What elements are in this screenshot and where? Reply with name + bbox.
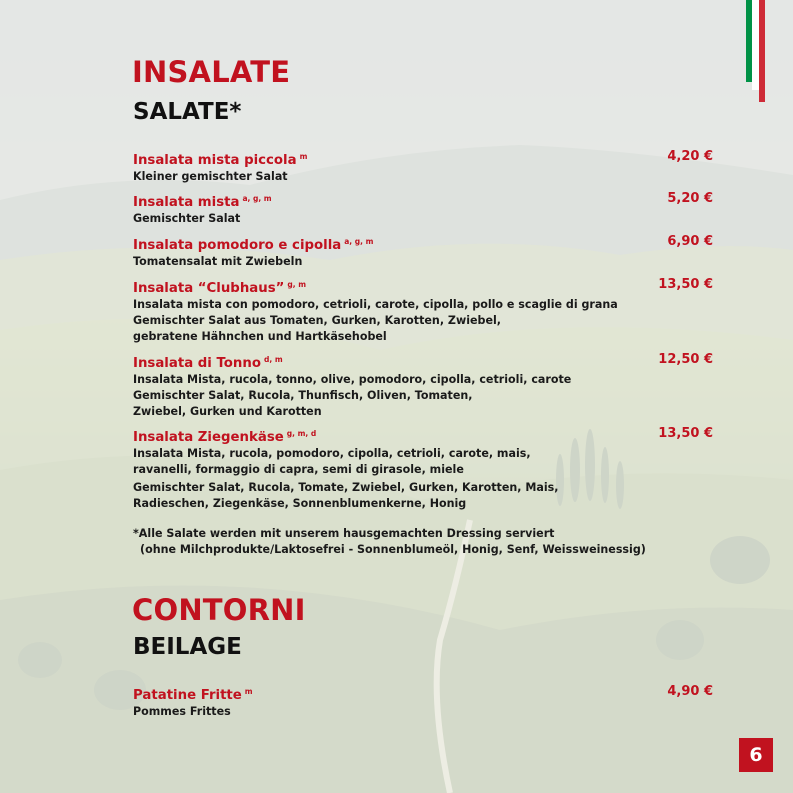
item-description: Insalata Mista, rucola, tonno, olive, pomodoro, cipolla, cetrioli, carote bbox=[133, 373, 572, 386]
item-name: Insalata “Clubhaus” $^{g, m}$ bbox=[133, 280, 307, 296]
section-subtitle-salads: SALATE* bbox=[133, 99, 242, 125]
menu-item bbox=[133, 684, 713, 720]
menu-item bbox=[133, 426, 713, 512]
section-title-sides: CONTORNI bbox=[132, 593, 306, 627]
item-description: Gemischter Salat, Rucola, Thunfisch, Oliven, Tomaten, bbox=[133, 389, 473, 402]
item-description: Kleiner gemischter Salat bbox=[133, 170, 288, 183]
item-name: Insalata di Tonno $^{d, m}$ bbox=[133, 355, 283, 371]
allergen-codes: a, g, m bbox=[344, 237, 374, 246]
item-price: 5,20 € bbox=[667, 191, 713, 206]
menu-item bbox=[133, 352, 713, 420]
allergen-codes: m bbox=[299, 152, 308, 161]
menu-item bbox=[133, 234, 713, 270]
menu-item bbox=[133, 149, 713, 185]
dressing-note bbox=[133, 526, 646, 558]
item-description: Gemischter Salat bbox=[133, 212, 241, 225]
item-description: ravanelli, formaggio di capra, semi di girasole, miele bbox=[133, 463, 464, 476]
item-name: Insalata Ziegenkäse $^{g, m, d}$ bbox=[133, 429, 317, 445]
item-price: 6,90 € bbox=[667, 234, 713, 249]
item-name: Patatine Fritte $^m$ bbox=[133, 687, 253, 703]
menu-item bbox=[133, 277, 713, 345]
allergen-codes: g, m, d bbox=[286, 429, 317, 438]
item-description: gebratene Hähnchen und Hartkäsehobel bbox=[133, 330, 387, 343]
page-number: 6 bbox=[739, 738, 773, 772]
item-name: Insalata pomodoro e cipolla $^{a, g, m}$ bbox=[133, 237, 374, 253]
note-line: *Alle Salate werden mit unserem hausgemachten Dressing serviert bbox=[133, 527, 555, 540]
item-description: Insalata mista con pomodoro, cetrioli, carote, cipolla, pollo e scaglie di grana bbox=[133, 298, 618, 311]
item-description: Pommes Frittes bbox=[133, 705, 231, 718]
item-price: 13,50 € bbox=[658, 277, 713, 292]
allergen-codes: m bbox=[244, 687, 253, 696]
item-price: 12,50 € bbox=[658, 352, 713, 367]
item-price: 4,20 € bbox=[667, 149, 713, 164]
item-price: 4,90 € bbox=[667, 684, 713, 699]
allergen-codes: g, m bbox=[287, 280, 307, 289]
section-title-salads: INSALATE bbox=[132, 55, 291, 89]
allergen-codes: a, g, m bbox=[242, 194, 272, 203]
item-description: Radieschen, Ziegenkäse, Sonnenblumenkerne, Honig bbox=[133, 497, 467, 510]
item-name: Insalata mista piccola $^m$ bbox=[133, 152, 308, 168]
allergen-codes: d, m bbox=[264, 355, 283, 364]
item-description: Insalata Mista, rucola, pomodoro, cipolla, cetrioli, carote, mais, bbox=[133, 447, 531, 460]
menu-item bbox=[133, 191, 713, 227]
item-description: Gemischter Salat aus Tomaten, Gurken, Karotten, Zwiebel, bbox=[133, 314, 502, 327]
item-description: Zwiebel, Gurken und Karotten bbox=[133, 405, 322, 418]
section-subtitle-sides: BEILAGE bbox=[133, 634, 242, 660]
note-line: (ohne Milchprodukte/Laktosefrei - Sonnenblumeöl, Honig, Senf, Weissweinessig) bbox=[140, 543, 646, 556]
item-price: 13,50 € bbox=[658, 426, 713, 441]
item-description: Gemischter Salat, Rucola, Tomate, Zwiebel, Gurken, Karotten, Mais, bbox=[133, 481, 559, 494]
item-description: Tomatensalat mit Zwiebeln bbox=[133, 255, 303, 268]
item-name: Insalata mista $^{a, g, m}$ bbox=[133, 194, 272, 210]
